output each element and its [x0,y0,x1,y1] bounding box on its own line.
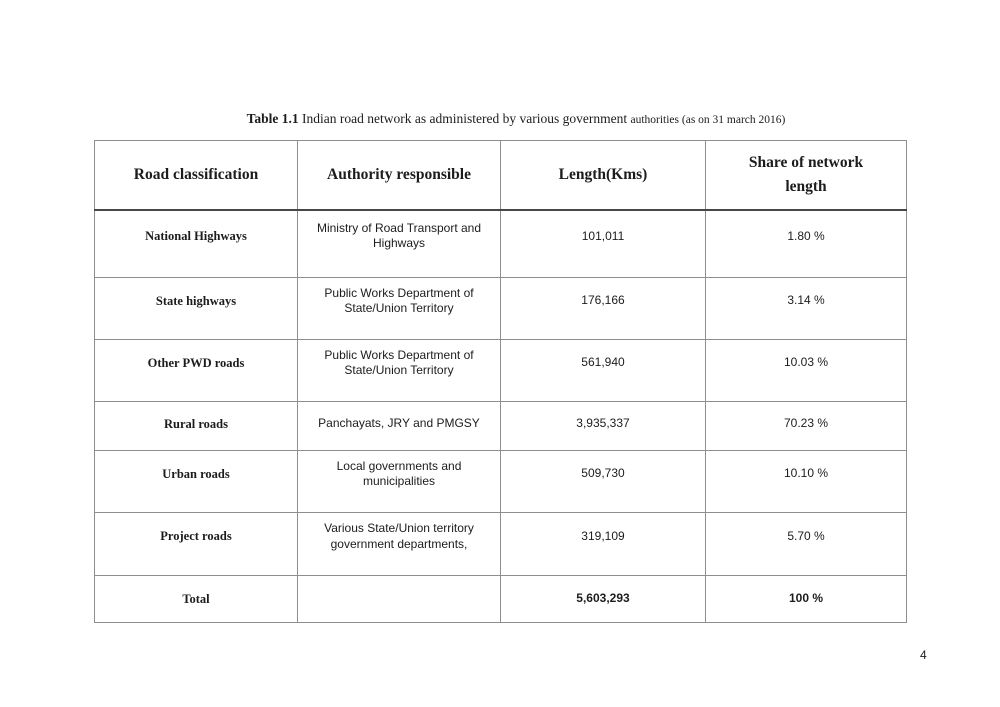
header-road-classification: Road classification [95,141,298,210]
cell-classification: Other PWD roads [95,340,298,402]
cell-length: 3,935,337 [501,402,706,451]
cell-authority-text: Ministry of Road Transport and Highways [316,220,482,251]
cell-classification: National Highways [95,210,298,278]
table-caption-title: Indian road network as administered by various government [298,111,631,126]
table-row-other-pwd-roads [95,340,907,402]
cell-share: 100 % [706,576,907,623]
cell-classification: Rural roads [95,402,298,451]
header-length-kms: Length(Kms) [501,141,706,210]
table-row-national-highways [95,210,907,278]
cell-authority [298,513,501,576]
cell-authority-text: Panchayats, JRY and PMGSY [318,416,480,431]
table-caption-note: authorities (as on 31 march 2016) [630,114,786,126]
header-authority-responsible: Authority responsible [298,141,501,210]
table-caption [16,111,1000,127]
cell-authority [298,210,501,278]
cell-authority [298,340,501,402]
cell-classification: Urban roads [95,451,298,513]
table-row-total [95,576,907,623]
cell-authority [298,278,501,340]
cell-length: 5,603,293 [501,576,706,623]
cell-share: 5.70 % [706,513,907,576]
table-row-urban-roads [95,451,907,513]
header-share-of-network-length-text: Share of network length [748,153,864,195]
cell-share: 10.03 % [706,340,907,402]
cell-authority-text: Public Works Department of State/Union Territory [324,285,474,315]
cell-classification: Total [95,576,298,623]
cell-share: 70.23 % [706,402,907,451]
cell-authority-text: Various State/Union territory government departments, [324,521,474,551]
table-header-row [95,141,907,210]
cell-length: 509,730 [501,451,706,513]
cell-authority-text: Local governments and municipalities [336,458,462,488]
table-caption-number: Table 1.1 [246,111,299,126]
table-row-project-roads [95,513,907,576]
table-row-state-highways [95,278,907,340]
cell-authority [298,402,501,451]
cell-authority-empty [298,576,501,623]
cell-authority [298,451,501,513]
cell-classification: State highways [95,278,298,340]
cell-length: 319,109 [501,513,706,576]
cell-classification: Project roads [95,513,298,576]
cell-authority-text: Public Works Department of State/Union Territory [324,347,474,377]
cell-length: 176,166 [501,278,706,340]
cell-share: 10.10 % [706,451,907,513]
page-number: 4 [920,648,927,662]
road-network-table [94,140,907,623]
cell-share: 1.80 % [706,210,907,278]
header-share-of-network-length [706,141,907,210]
cell-length: 101,011 [501,210,706,278]
cell-length: 561,940 [501,340,706,402]
table-row-rural-roads [95,402,907,451]
cell-share: 3.14 % [706,278,907,340]
